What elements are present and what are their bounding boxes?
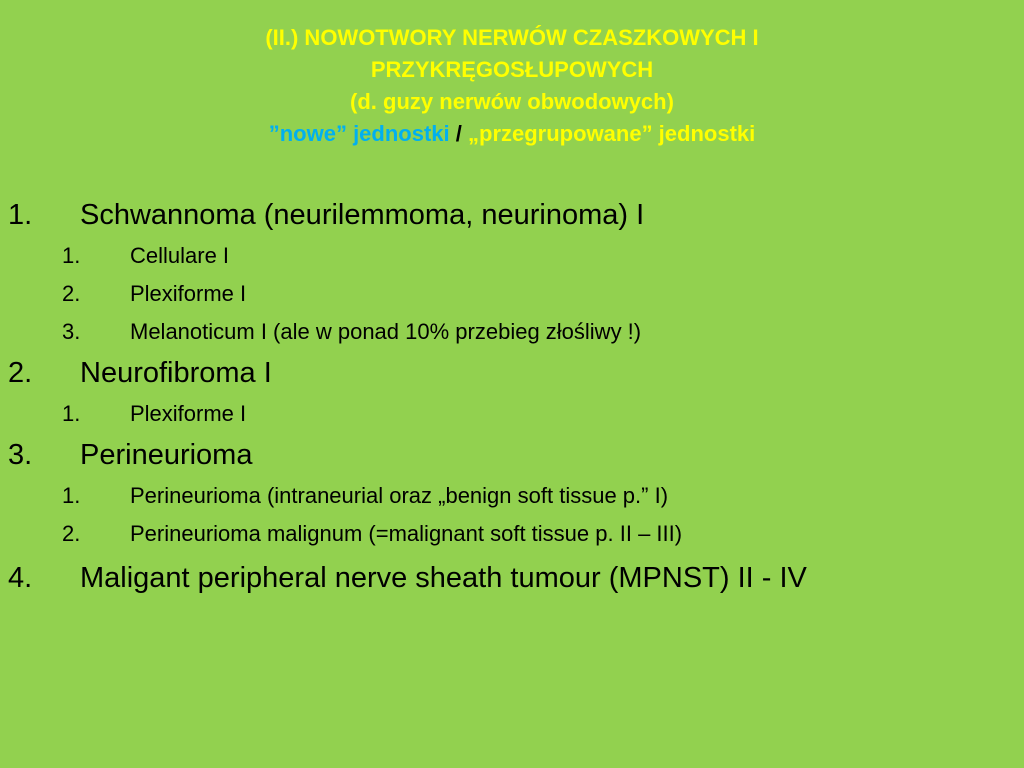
list-subitem-text: Perineurioma malignum (=malignant soft tissue p. II – III): [130, 521, 683, 546]
list-item-text: Maligant peripheral nerve sheath tumour (MPNST) II - IV: [80, 562, 807, 594]
list-subitem-text: Plexiforme I: [130, 281, 247, 306]
list-subitem-number: 2.: [62, 521, 81, 546]
list-subitem-number: 2.: [62, 281, 81, 306]
slide-title: [0, 22, 1024, 150]
list-item-number: 1.: [8, 199, 33, 231]
list-subitem-number: 3.: [62, 319, 81, 344]
title-line-2: PRZYKRĘGOSŁUPOWYCH: [370, 57, 654, 82]
title-regrouped-units: „przegrupowane” jednostki: [468, 121, 756, 146]
list-item-text: Neurofibroma I: [80, 357, 272, 389]
title-line-1: (II.) NOWOTWORY NERWÓW CZASZKOWYCH I: [265, 25, 759, 50]
list-item-text: Schwannoma (neurilemmoma, neurinoma) I: [80, 199, 645, 231]
list-subitem-text: Cellulare I: [130, 243, 230, 268]
list-subitem-text: Perineurioma (intraneurial oraz „benign soft tissue p.” I): [130, 483, 669, 508]
list-subitem-number: 1.: [62, 243, 81, 268]
list-item-number: 3.: [8, 439, 33, 471]
list-subitem-number: 1.: [62, 483, 81, 508]
title-new-units: ”nowe” jednostki: [268, 121, 450, 146]
title-line-3: (d. guzy nerwów obwodowych): [350, 89, 674, 114]
title-line-4: [0, 118, 1024, 150]
list-subitem-text: Melanoticum I (ale w ponad 10% przebieg złośliwy !): [130, 319, 642, 344]
list-subitem-text: Plexiforme I: [130, 401, 247, 426]
list-item-number: 4.: [8, 562, 33, 594]
title-separator: /: [449, 121, 468, 146]
list-subitem-number: 1.: [62, 401, 81, 426]
list-item-text: Perineurioma: [80, 439, 253, 471]
list-item-number: 2.: [8, 357, 33, 389]
